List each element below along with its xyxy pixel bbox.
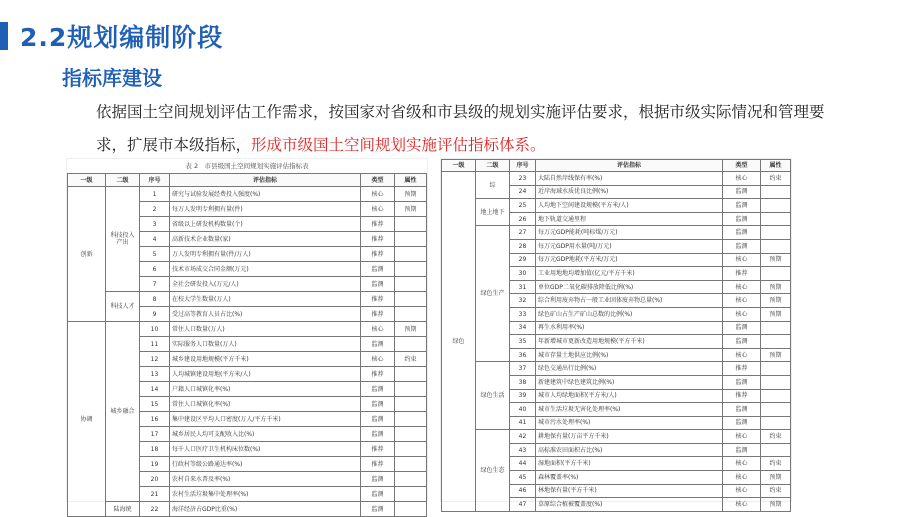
row-number-cell: 44 <box>510 457 536 471</box>
attribute-cell <box>395 277 427 292</box>
level2-cell: 科技人才 <box>106 292 140 322</box>
row-number-cell: 20 <box>140 472 170 487</box>
type-cell: 推荐 <box>361 217 395 232</box>
type-cell: 监测 <box>723 185 761 199</box>
col-header: 类型 <box>723 160 761 172</box>
type-cell: 监测 <box>723 416 761 430</box>
row-number-cell: 22 <box>140 502 170 517</box>
attribute-cell <box>395 487 427 502</box>
row-number-cell: 42 <box>510 430 536 444</box>
attribute-cell: 预期 <box>761 280 791 294</box>
row-number-cell: 39 <box>510 389 536 403</box>
attribute-cell <box>395 367 427 382</box>
paragraph-highlight: 形成市级国土空间规划实施评估指标体系。 <box>251 136 546 154</box>
row-number-cell: 6 <box>140 262 170 277</box>
type-cell: 监测 <box>723 403 761 417</box>
row-number-cell: 12 <box>140 352 170 367</box>
indicator-table-2 <box>441 159 791 512</box>
indicator-table-image-1 <box>66 158 428 513</box>
level2-cell: 科技投入产出 <box>106 187 140 292</box>
attribute-cell <box>761 212 791 226</box>
level2-cell: 绿色生活 <box>476 362 510 430</box>
attribute-cell: 约束 <box>761 484 791 498</box>
col-header: 属性 <box>395 174 427 187</box>
type-cell: 核心 <box>723 471 761 485</box>
row-number-cell: 30 <box>510 267 536 281</box>
type-cell: 核心 <box>723 294 761 308</box>
type-cell: 推荐 <box>361 367 395 382</box>
type-cell: 推荐 <box>723 389 761 403</box>
type-cell: 监测 <box>361 412 395 427</box>
level1-cell: 协调 <box>68 322 106 517</box>
attribute-cell <box>395 262 427 277</box>
col-header: 序号 <box>140 174 170 187</box>
type-cell: 监测 <box>723 375 761 389</box>
type-cell: 监测 <box>723 199 761 213</box>
row-number-cell: 46 <box>510 484 536 498</box>
section-subtitle: 指标库建设 <box>62 66 162 90</box>
type-cell: 核心 <box>723 457 761 471</box>
col-header: 属性 <box>761 160 791 172</box>
type-cell: 监测 <box>361 262 395 277</box>
attribute-cell: 预期 <box>761 294 791 308</box>
type-cell: 核心 <box>723 172 761 186</box>
row-number-cell: 15 <box>140 397 170 412</box>
row-number-cell: 33 <box>510 307 536 321</box>
type-cell: 推荐 <box>361 457 395 472</box>
col-header: 类型 <box>361 174 395 187</box>
indicator-cell: 城乡建设用地规模(平方千米) <box>170 352 361 367</box>
attribute-cell <box>395 502 427 517</box>
table-row <box>68 502 427 517</box>
row-number-cell: 36 <box>510 348 536 362</box>
type-cell: 核心 <box>361 352 395 367</box>
table-row <box>442 226 791 240</box>
indicator-cell: 每万元GDP地耗(平方米/万元) <box>536 253 723 267</box>
indicator-cell: 耕地保有量(万亩平方千米) <box>536 430 723 444</box>
level1-cell: 创新 <box>68 187 106 322</box>
attribute-cell <box>395 292 427 307</box>
table-row <box>442 362 791 376</box>
indicator-cell: 研究与试验发展经费投入强度(%) <box>170 187 361 202</box>
row-number-cell: 34 <box>510 321 536 335</box>
type-cell: 监测 <box>723 321 761 335</box>
row-number-cell: 2 <box>140 202 170 217</box>
type-cell: 监测 <box>361 427 395 442</box>
type-cell: 核心 <box>723 484 761 498</box>
attribute-cell <box>761 239 791 253</box>
attribute-cell: 预期 <box>395 202 427 217</box>
type-cell: 监测 <box>361 337 395 352</box>
row-number-cell: 23 <box>510 172 536 186</box>
row-number-cell: 4 <box>140 232 170 247</box>
row-number-cell: 29 <box>510 253 536 267</box>
indicator-cell: 人均城镇建设用地(平方米/人) <box>170 367 361 382</box>
indicator-cell: 城市存量土地供应比例(%) <box>536 348 723 362</box>
attribute-cell <box>395 382 427 397</box>
indicator-cell: 每万人发明专利拥有量(件) <box>170 202 361 217</box>
indicator-table-image-2 <box>440 158 792 509</box>
attribute-cell: 预期 <box>761 348 791 362</box>
indicator-cell: 常住人口城镇化率(%) <box>170 397 361 412</box>
row-number-cell: 14 <box>140 382 170 397</box>
indicator-cell: 绿色交通出行比例(%) <box>536 362 723 376</box>
level2-cell: 城乡融合 <box>106 322 140 502</box>
row-number-cell: 19 <box>140 457 170 472</box>
col-header: 评估指标 <box>536 160 723 172</box>
level2-cell: 陆海统 <box>106 502 140 517</box>
row-number-cell: 45 <box>510 471 536 485</box>
page-title: 2.2规划编制阶段 <box>20 23 224 52</box>
table-row <box>442 430 791 444</box>
indicator-cell: 行政村等级公路通达率(%) <box>170 457 361 472</box>
indicator-cell: 技术市场成交合同金额(万元) <box>170 262 361 277</box>
indicator-cell: 受过高等教育人员占比(%) <box>170 307 361 322</box>
indicator-cell: 城乡居民人均可支配收入比(%) <box>170 427 361 442</box>
indicator-cell: 农村自来水普及率(%) <box>170 472 361 487</box>
table1-caption: 表 2 市县级国土空间规划实施评估指标表 <box>185 162 309 170</box>
row-number-cell: 43 <box>510 443 536 457</box>
indicator-cell: 综合利用废弃物占一般工业固体废弃物总量(%) <box>536 294 723 308</box>
type-cell: 推荐 <box>723 267 761 281</box>
attribute-cell <box>395 442 427 457</box>
col-header: 二级 <box>476 160 510 172</box>
row-number-cell: 26 <box>510 212 536 226</box>
description-paragraph <box>96 96 836 162</box>
attribute-cell <box>395 472 427 487</box>
type-cell: 监测 <box>723 226 761 240</box>
attribute-cell <box>761 443 791 457</box>
row-number-cell: 24 <box>510 185 536 199</box>
type-cell: 监测 <box>361 277 395 292</box>
attribute-cell <box>395 457 427 472</box>
level2-cell: 地上地下 <box>476 199 510 226</box>
type-cell: 核心 <box>723 280 761 294</box>
col-header: 一级 <box>68 174 106 187</box>
attribute-cell: 预期 <box>761 253 791 267</box>
table-row <box>68 187 427 202</box>
attribute-cell <box>761 199 791 213</box>
attribute-cell <box>395 232 427 247</box>
attribute-cell <box>395 397 427 412</box>
table-row <box>442 199 791 213</box>
table-header-row <box>68 174 427 187</box>
indicator-cell: 每千人口医疗卫生机构床位数(%) <box>170 442 361 457</box>
row-number-cell: 32 <box>510 294 536 308</box>
indicator-cell: 海洋经济占GDP比重(%) <box>170 502 361 517</box>
type-cell: 核心 <box>723 430 761 444</box>
type-cell: 核心 <box>723 498 761 512</box>
attribute-cell: 预期 <box>761 307 791 321</box>
indicator-cell: 城市人均绿地面积(平方米/人) <box>536 389 723 403</box>
type-cell: 监测 <box>723 335 761 349</box>
row-number-cell: 41 <box>510 416 536 430</box>
row-number-cell: 40 <box>510 403 536 417</box>
attribute-cell <box>761 375 791 389</box>
type-cell: 监测 <box>361 472 395 487</box>
indicator-cell: 高新技术企业数量(家) <box>170 232 361 247</box>
row-number-cell: 10 <box>140 322 170 337</box>
indicator-cell: 在校大学生数量(万人) <box>170 292 361 307</box>
row-number-cell: 16 <box>140 412 170 427</box>
row-number-cell: 5 <box>140 247 170 262</box>
indicator-cell: 户籍人口城镇化率(%) <box>170 382 361 397</box>
attribute-cell <box>761 185 791 199</box>
col-header: 二级 <box>106 174 140 187</box>
type-cell: 推荐 <box>361 442 395 457</box>
type-cell: 核心 <box>361 202 395 217</box>
attribute-cell <box>395 217 427 232</box>
level1-cell: 绿色 <box>442 172 476 512</box>
attribute-cell: 约束 <box>761 430 791 444</box>
indicator-cell: 高标准农田面积占比(%) <box>536 443 723 457</box>
type-cell: 监测 <box>723 443 761 457</box>
attribute-cell: 约束 <box>761 172 791 186</box>
attribute-cell <box>761 321 791 335</box>
indicator-cell: 近岸海域水质优良比例(%) <box>536 185 723 199</box>
indicator-cell: 年新增城市更新改造用地规模(平方千米) <box>536 335 723 349</box>
indicator-cell: 万人发明专利拥有量(件/万人) <box>170 247 361 262</box>
row-number-cell: 27 <box>510 226 536 240</box>
level2-cell: 绿色生态 <box>476 430 510 512</box>
row-number-cell: 28 <box>510 239 536 253</box>
row-number-cell: 9 <box>140 307 170 322</box>
type-cell: 监测 <box>361 502 395 517</box>
type-cell: 推荐 <box>361 232 395 247</box>
indicator-cell: 林地保有量(平方千米) <box>536 484 723 498</box>
col-header: 一级 <box>442 160 476 172</box>
indicator-cell: 草原综合植被覆盖度(%) <box>536 498 723 512</box>
attribute-cell <box>761 226 791 240</box>
row-number-cell: 21 <box>140 487 170 502</box>
type-cell: 核心 <box>723 253 761 267</box>
attribute-cell <box>761 335 791 349</box>
attribute-cell: 约束 <box>761 457 791 471</box>
row-number-cell: 25 <box>510 199 536 213</box>
indicator-cell: 绿色矿山占生产矿山总数的比例(%) <box>536 307 723 321</box>
type-cell: 核心 <box>723 307 761 321</box>
attribute-cell: 预期 <box>395 187 427 202</box>
attribute-cell: 预期 <box>395 322 427 337</box>
indicator-cell: 每万元GDP用水量(吨/万元) <box>536 239 723 253</box>
attribute-cell: 预期 <box>761 471 791 485</box>
table-header-row <box>442 160 791 172</box>
row-number-cell: 38 <box>510 375 536 389</box>
title-accent-bar <box>0 22 8 50</box>
level2-cell: 绿色生产 <box>476 226 510 362</box>
attribute-cell <box>761 389 791 403</box>
indicator-cell: 森林覆盖率(%) <box>536 471 723 485</box>
row-number-cell: 3 <box>140 217 170 232</box>
indicator-cell: 集中建设区平均人口密度(万人/平方千米) <box>170 412 361 427</box>
row-number-cell: 35 <box>510 335 536 349</box>
type-cell: 推荐 <box>361 307 395 322</box>
paragraph-text: 依据国土空间规划评估工作需求，按国家对省级和市县级的规划实施评估要求，根据市级实际情况和管理要求，扩展市本级指标， <box>96 103 825 154</box>
indicator-cell: 省级以上研发机构数量(个) <box>170 217 361 232</box>
indicator-cell: 湿地面积(平方千米) <box>536 457 723 471</box>
indicator-cell: 地下轨道交通里程 <box>536 212 723 226</box>
attribute-cell <box>395 427 427 442</box>
row-number-cell: 7 <box>140 277 170 292</box>
type-cell: 监测 <box>361 382 395 397</box>
type-cell: 监测 <box>361 487 395 502</box>
col-header: 序号 <box>510 160 536 172</box>
indicator-table-1 <box>67 173 427 517</box>
indicator-cell: 农村生活垃圾集中处理率(%) <box>170 487 361 502</box>
row-number-cell: 17 <box>140 427 170 442</box>
attribute-cell <box>395 247 427 262</box>
row-number-cell: 31 <box>510 280 536 294</box>
attribute-cell <box>761 267 791 281</box>
row-number-cell: 37 <box>510 362 536 376</box>
type-cell: 监测 <box>723 212 761 226</box>
indicator-cell: 城市生活垃圾无害化处理率(%) <box>536 403 723 417</box>
table-row <box>68 292 427 307</box>
row-number-cell: 13 <box>140 367 170 382</box>
row-number-cell: 18 <box>140 442 170 457</box>
indicator-cell: 实际服务人口数量(万人) <box>170 337 361 352</box>
attribute-cell <box>761 403 791 417</box>
indicator-cell: 每万元GDP能耗(吨标煤/万元) <box>536 226 723 240</box>
attribute-cell <box>761 416 791 430</box>
table-row <box>68 322 427 337</box>
indicator-cell: 单位GDP二氧化碳排放降低比例(%) <box>536 280 723 294</box>
indicator-cell: 再生水利用率(%) <box>536 321 723 335</box>
attribute-cell: 预期 <box>761 498 791 512</box>
indicator-cell: 城市污水处理率(%) <box>536 416 723 430</box>
table-row <box>442 172 791 186</box>
indicator-cell: 工业用地地均增加值(亿元/平方千米) <box>536 267 723 281</box>
indicator-cell: 大陆自然岸线保有率(%) <box>536 172 723 186</box>
attribute-cell <box>395 412 427 427</box>
type-cell: 推荐 <box>361 292 395 307</box>
row-number-cell: 8 <box>140 292 170 307</box>
type-cell: 推荐 <box>723 362 761 376</box>
row-number-cell: 1 <box>140 187 170 202</box>
level2-cell: 综 <box>476 172 510 199</box>
type-cell: 监测 <box>723 239 761 253</box>
indicator-cell: 全社会研发投入(万元/人) <box>170 277 361 292</box>
attribute-cell <box>395 307 427 322</box>
type-cell: 核心 <box>361 322 395 337</box>
attribute-cell <box>395 337 427 352</box>
indicator-cell: 人均地下空间建设规模(平方米/人) <box>536 199 723 213</box>
indicator-cell: 常住人口数量(万人) <box>170 322 361 337</box>
col-header: 评估指标 <box>170 174 361 187</box>
attribute-cell <box>761 362 791 376</box>
row-number-cell: 47 <box>510 498 536 512</box>
type-cell: 推荐 <box>361 247 395 262</box>
row-number-cell: 11 <box>140 337 170 352</box>
attribute-cell: 约束 <box>395 352 427 367</box>
type-cell: 监测 <box>361 397 395 412</box>
type-cell: 核心 <box>361 187 395 202</box>
type-cell: 核心 <box>723 348 761 362</box>
indicator-cell: 新建建筑中绿色建筑比例(%) <box>536 375 723 389</box>
